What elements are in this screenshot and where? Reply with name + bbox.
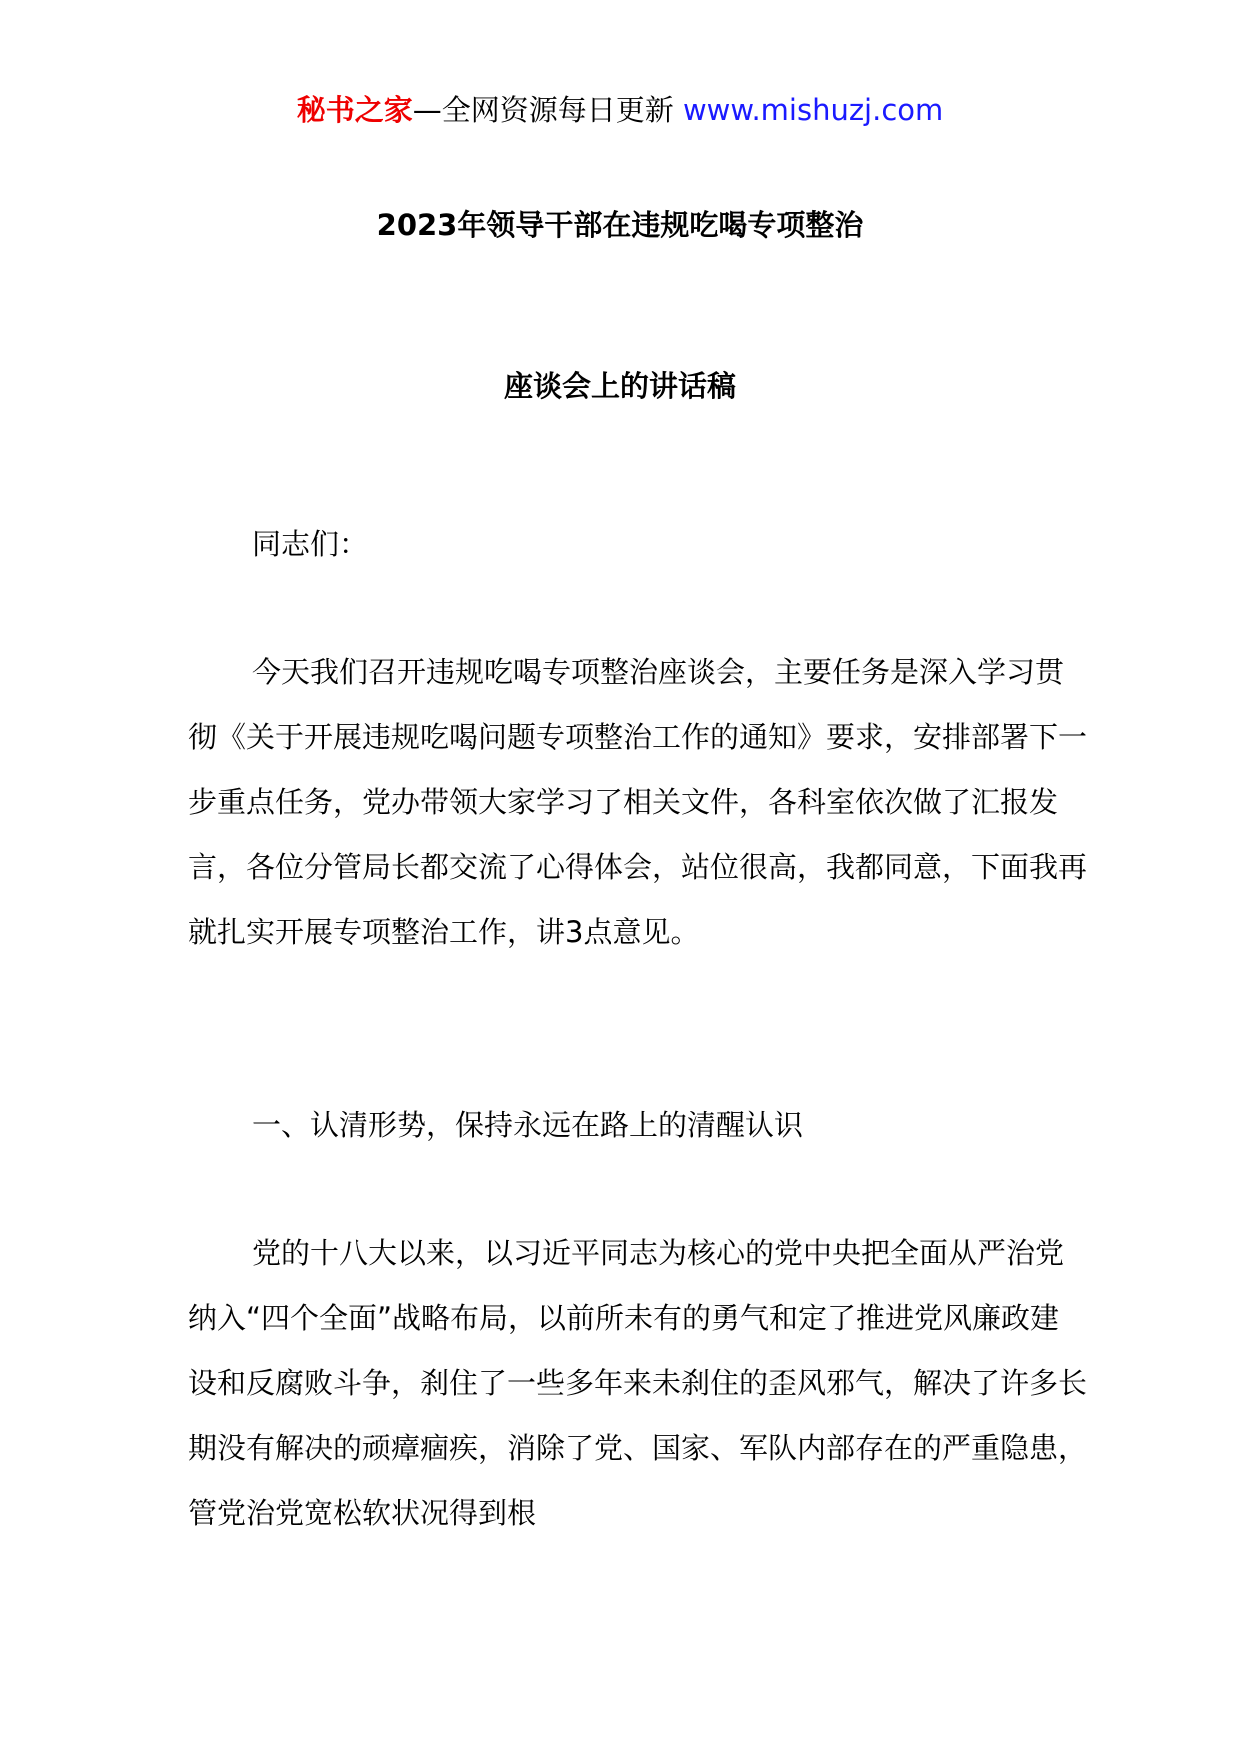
greeting: 同志们：: [252, 527, 369, 561]
brand-name: 秘书之家: [296, 93, 413, 127]
site-url-link[interactable]: www.mishuzj.com: [682, 93, 944, 127]
section-heading-1: 一、认清形势，保持永远在路上的清醒认识: [252, 1108, 804, 1142]
document-title-line-1: 2023年领导干部在违规吃喝专项整治: [376, 208, 864, 242]
header-tagline: —全网资源每日更新: [412, 93, 683, 127]
site-header: [0, 88, 1240, 132]
paragraph-1: 今天我们召开违规吃喝专项整治座谈会，主要任务是深入学习贯彻《关于开展违规吃喝问题专项整治工作的通知》要求，安排部署下一步重点任务，党办带领大家学习了相关文件，各科室依次做了汇报发言，各位分管局长都交流了心得体会，站位很高，我都同意，下面我再就扎实开展专项整治工作，讲3点意见。: [188, 655, 1088, 949]
paragraph-2: 党的十八大以来，以习近平同志为核心的党中央把全面从严治党纳入“四个全面”战略布局，以前所未有的勇气和定了推进党风廉政建设和反腐败斗争，刹住了一些多年来未刹住的歪风邪气，解决了许多长期没有解决的顽瘴痼疾，消除了党、国家、军队内部存在的严重隐患，管党治党宽松软状况得到根: [188, 1236, 1088, 1530]
document-title-line-2: 座谈会上的讲话稿: [503, 369, 736, 403]
